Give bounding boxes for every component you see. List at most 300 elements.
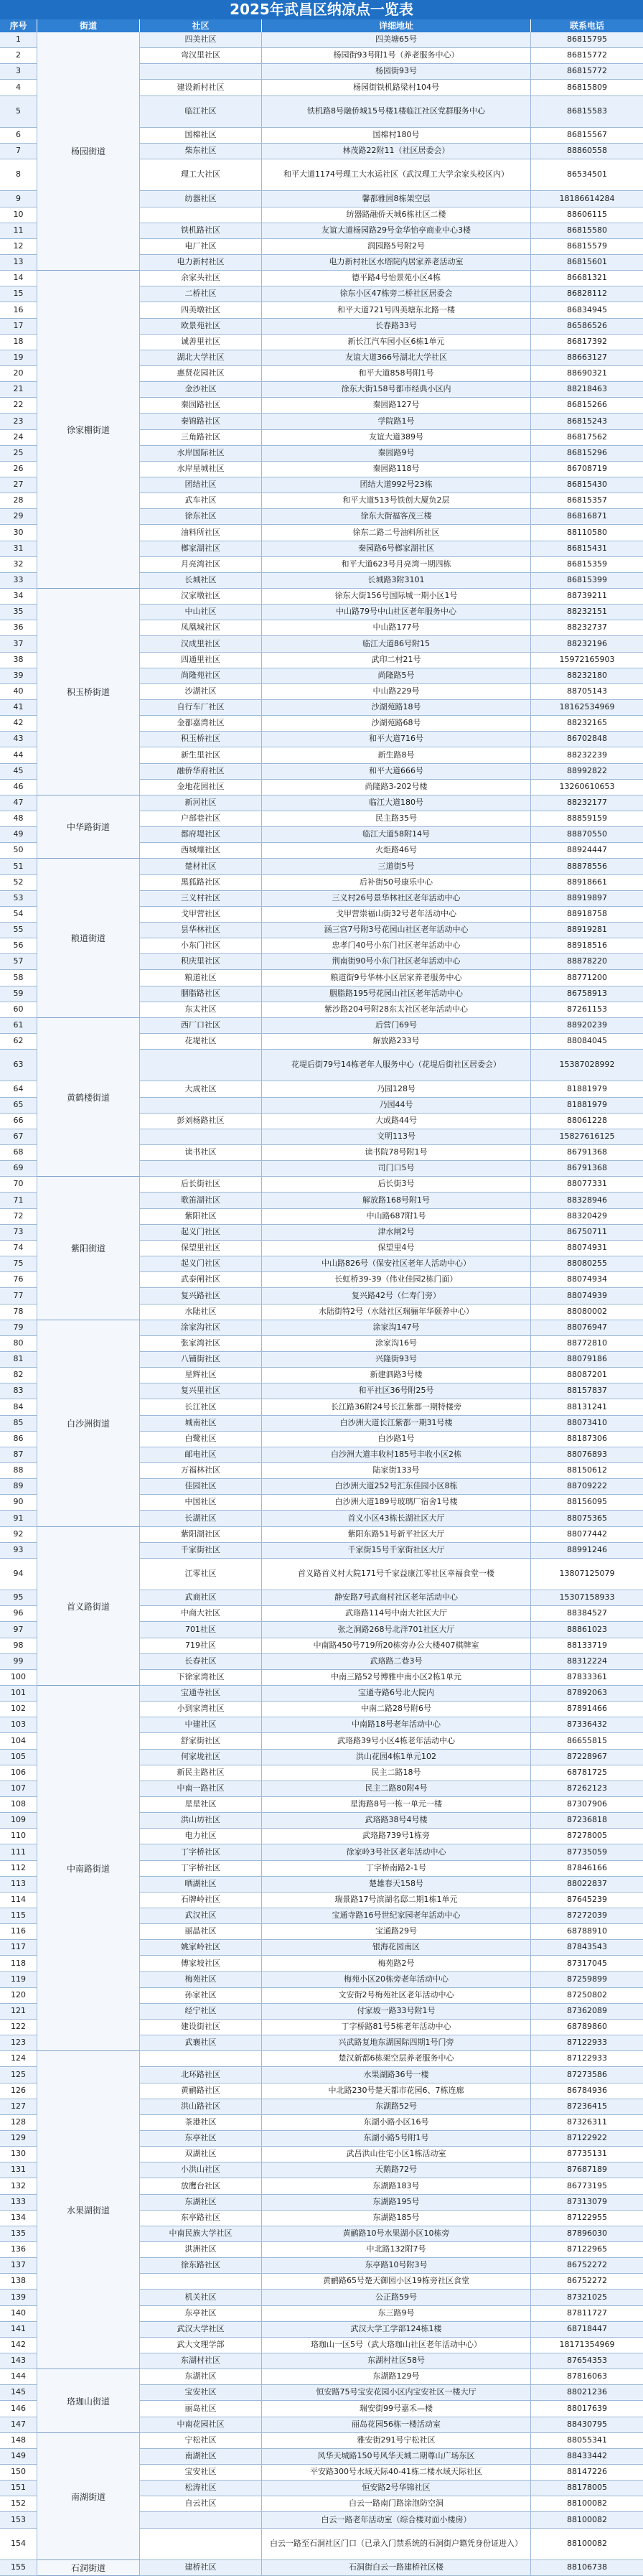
row-seq: 106 — [0, 1765, 37, 1781]
row-address: 胭脂路195号花园山社区老年活动中心 — [262, 986, 531, 1002]
row-community: 长春社区 — [140, 1654, 262, 1669]
row-community: 小东门社区 — [140, 938, 262, 953]
row-phone: 86815579 — [567, 241, 607, 251]
street-cell: 中华路街道 — [37, 795, 140, 859]
row-community: 自云社区 — [140, 2496, 262, 2511]
row-phone: 88320429 — [567, 1211, 607, 1221]
row-seq: 155 — [0, 2560, 37, 2575]
row-seq: 100 — [0, 1670, 37, 1685]
row-seq: 92 — [0, 1527, 37, 1542]
row-community: 邮电社区 — [140, 1447, 262, 1462]
row-seq: 35 — [0, 605, 37, 620]
row-community: 武泰闸社区 — [140, 1272, 262, 1287]
row-phone: 86534501 — [567, 169, 607, 179]
row-community: 国棉社区 — [140, 128, 262, 143]
row-community: 万福林社区 — [140, 1463, 262, 1478]
row-address: 团结大道992号23栋 — [262, 477, 531, 493]
street-cell: 首义路街道 — [37, 1527, 140, 1686]
row-address: 兴隆街93号 — [262, 1352, 531, 1367]
row-community: 中南民族大学社区 — [140, 2226, 262, 2241]
row-seq: 119 — [0, 1972, 37, 1987]
row-phone: 86816871 — [567, 511, 607, 521]
row-phone: 87833361 — [567, 1672, 607, 1682]
row-community: 张家湾社区 — [140, 1336, 262, 1351]
row-address: 东湖路185号 — [262, 2211, 531, 2226]
row-phone: 86815567 — [567, 130, 607, 140]
row-seq: 90 — [0, 1495, 37, 1510]
row-phone: 87846166 — [567, 1863, 607, 1873]
row-address: 平安路300号水域天际40-41栋二楼水域天际社区 — [262, 2465, 531, 2480]
row-community: 水岸星城社区 — [140, 462, 262, 477]
row-address: 徐东小区47栋旁二桥社区居委会 — [262, 286, 531, 302]
row-address: 乃园44号 — [262, 1098, 531, 1113]
row-phone: 88100082 — [567, 2514, 607, 2524]
row-phone: 88021236 — [567, 2387, 607, 2397]
row-phone: 88918661 — [567, 877, 607, 887]
row-community: 东亭社区 — [140, 2131, 262, 2146]
row-address: 白沙路1号 — [262, 1432, 531, 1447]
row-community: 自行车厂社区 — [140, 700, 262, 715]
row-phone: 87687189 — [567, 2165, 607, 2175]
row-seq: 72 — [0, 1209, 37, 1224]
row-seq: 61 — [0, 1018, 37, 1033]
row-seq: 42 — [0, 716, 37, 731]
row-seq: 54 — [0, 907, 37, 922]
row-seq: 52 — [0, 875, 37, 890]
row-phone: 88992822 — [567, 766, 607, 776]
row-address: 三义村26号景华林社区老年活动中心 — [262, 891, 531, 906]
row-community: 弯汉里社区 — [140, 48, 262, 63]
row-community: 东太社区 — [140, 1002, 262, 1017]
row-seq: 126 — [0, 2083, 37, 2099]
row-address: 中南三路52号博雅中南小区2栋1单元 — [262, 1670, 531, 1685]
row-community: 洪山路社区 — [140, 2099, 262, 2114]
row-address: 和平大道666号 — [262, 764, 531, 779]
row-phone: 87122933 — [567, 2053, 607, 2063]
row-community: 都府堤社区 — [140, 827, 262, 842]
row-seq: 6 — [0, 128, 37, 143]
row-phone: 13260610653 — [559, 782, 615, 792]
row-address: 武昌洪山住宅小区1栋活动室 — [262, 2147, 531, 2162]
row-address: 中南路450号719所20栋旁办公大楼407棋牌室 — [262, 1638, 531, 1653]
row-address: 临江大道180号 — [262, 795, 531, 811]
row-address: 梅苑路2号 — [262, 1956, 531, 1971]
row-address: 新建泗路3号楼 — [262, 1368, 531, 1383]
row-seq: 120 — [0, 1988, 37, 2003]
row-phone: 88739211 — [567, 591, 607, 601]
row-seq: 125 — [0, 2067, 37, 2083]
row-address: 兴武路复地东湖国际四期1号门旁 — [262, 2035, 531, 2050]
header-seq: 序号 — [0, 19, 37, 32]
row-community: 丽晶社区 — [140, 1924, 262, 1939]
street-cell: 水果湖街道 — [37, 2051, 140, 2369]
row-address: 星海路8号一栋一单元一楼 — [262, 1797, 531, 1812]
row-phone: 86752272 — [567, 2260, 607, 2270]
row-phone: 68788910 — [567, 1926, 607, 1936]
row-address: 和平大道716号 — [262, 732, 531, 747]
row-phone: 87261153 — [567, 1004, 607, 1014]
row-phone: 86815431 — [567, 543, 607, 554]
row-seq: 31 — [0, 541, 37, 556]
row-phone: 88919897 — [567, 893, 607, 903]
row-address: 武珞路114号中南大社区大厅 — [262, 1606, 531, 1621]
row-phone: 88110580 — [567, 527, 607, 537]
row-address: 宝通寺路16号世纪家园老年活动中心 — [262, 1908, 531, 1923]
row-address: 杨园街铁机路梁村104号 — [262, 80, 531, 95]
row-community: 黄鹂路社区 — [140, 2083, 262, 2099]
row-community: 水岸国际社区 — [140, 446, 262, 461]
row-address: 秦园路127号 — [262, 398, 531, 413]
row-phone: 87321025 — [567, 2292, 607, 2302]
row-phone: 88080002 — [567, 1307, 607, 1317]
row-seq: 76 — [0, 1272, 37, 1287]
row-address: 丁字桥南路2-1号 — [262, 1861, 531, 1876]
row-phone: 86834945 — [567, 304, 607, 314]
row-phone: 88312224 — [567, 1656, 607, 1666]
row-address: 友谊大道杨园路29号金华怡亭商业中心3楼 — [262, 223, 531, 238]
row-address: 武珞路二巷3号 — [262, 1654, 531, 1669]
row-seq: 4 — [0, 80, 37, 95]
row-community: 彭刘杨路社区 — [140, 1114, 262, 1129]
row-seq: 135 — [0, 2226, 37, 2241]
row-address: 梅苑小区20栋旁老年活动中心 — [262, 1972, 531, 1987]
row-community — [140, 207, 262, 223]
street-cell: 杨园街道 — [37, 32, 140, 271]
row-seq: 60 — [0, 1002, 37, 1017]
row-seq: 63 — [0, 1050, 37, 1081]
row-phone: 86655815 — [567, 1735, 607, 1745]
row-seq: 28 — [0, 493, 37, 508]
row-community: 昙华林社区 — [140, 923, 262, 938]
row-seq: 122 — [0, 2020, 37, 2035]
row-phone: 88690321 — [567, 368, 607, 378]
row-phone: 88328946 — [567, 1195, 607, 1205]
row-community — [140, 1050, 262, 1081]
row-community: 东亭社区 — [140, 2306, 262, 2321]
row-phone: 88187306 — [567, 1434, 607, 1444]
row-phone: 88663127 — [567, 353, 607, 363]
row-community: 701社区 — [140, 1622, 262, 1638]
row-address: 东亭路10号附3号 — [262, 2258, 531, 2273]
row-community: 建桥社区 — [140, 2560, 262, 2575]
row-phone: 88430795 — [567, 2419, 607, 2430]
row-seq: 131 — [0, 2162, 37, 2178]
row-seq: 20 — [0, 366, 37, 381]
row-seq: 77 — [0, 1288, 37, 1304]
street-cell: 南湖街道 — [37, 2433, 140, 2560]
row-address: 粮道街9号华林小区居家养老服务中心 — [262, 970, 531, 986]
row-community: 宁松社区 — [140, 2433, 262, 2448]
row-address: 杨园街93号 — [262, 64, 531, 79]
row-address: 涂家沟16号 — [262, 1336, 531, 1351]
row-community: 中南花园社区 — [140, 2417, 262, 2432]
row-phone: 88878220 — [567, 956, 607, 966]
row-seq: 66 — [0, 1114, 37, 1129]
row-phone: 88156095 — [567, 1497, 607, 1507]
row-seq: 141 — [0, 2322, 37, 2337]
row-phone: 86815357 — [567, 495, 607, 505]
row-seq: 104 — [0, 1733, 37, 1749]
row-address: 保望里4号 — [262, 1241, 531, 1256]
row-address: 风华天城路150号风华天城二期尊山广场东区 — [262, 2449, 531, 2464]
row-seq: 143 — [0, 2353, 37, 2369]
row-phone: 87273586 — [567, 2069, 607, 2079]
row-seq: 133 — [0, 2195, 37, 2210]
row-phone: 88870550 — [567, 829, 607, 839]
row-phone: 87250802 — [567, 1990, 607, 2000]
row-address: 司门口5号 — [262, 1161, 531, 1176]
row-address: 沙湖苑路68号 — [262, 716, 531, 731]
row-address: 白沙洲大道252号汇东佳园小区8栋 — [262, 1479, 531, 1494]
row-phone: 87811727 — [567, 2308, 607, 2318]
sheet-title: 2025年武昌区纳凉点一览表 — [0, 0, 643, 19]
row-seq: 27 — [0, 477, 37, 493]
row-address: 荆南街90号小东门社区老年活动中心 — [262, 954, 531, 969]
row-community: 中商大社区 — [140, 1606, 262, 1621]
row-address: 水陆街特2号（水陆社区瑞骊年华颐养中心） — [262, 1305, 531, 1320]
row-seq: 55 — [0, 923, 37, 938]
row-community: 后长街社区 — [140, 1177, 262, 1192]
row-seq: 138 — [0, 2274, 37, 2289]
row-phone: 15307158933 — [559, 1592, 615, 1602]
row-community — [140, 2512, 262, 2528]
row-address: 白沙洲大道189号玻璃厂宿舍1号楼 — [262, 1495, 531, 1510]
row-seq: 114 — [0, 1893, 37, 1908]
row-address: 武珞路38号4号楼 — [262, 1813, 531, 1828]
row-phone: 87259899 — [567, 1974, 607, 1984]
row-phone: 15387028992 — [559, 1060, 615, 1070]
row-seq: 65 — [0, 1098, 37, 1113]
row-phone: 87317045 — [567, 1958, 607, 1968]
row-seq: 101 — [0, 1686, 37, 1701]
row-address: 瑞安街99号嘉禾—楼 — [262, 2401, 531, 2417]
street-cell: 白沙洲街道 — [37, 1320, 140, 1527]
row-seq: 19 — [0, 350, 37, 365]
row-community: 四通里社区 — [140, 653, 262, 668]
row-address: 文明113号 — [262, 1129, 531, 1144]
row-community: 小到家湾社区 — [140, 1702, 262, 1717]
row-phone: 86750711 — [567, 1227, 607, 1237]
row-phone: 88157837 — [567, 1386, 607, 1396]
row-community: 诚善里社区 — [140, 335, 262, 350]
row-seq: 23 — [0, 414, 37, 429]
row-address: 复兴路42号（仁寿门旁） — [262, 1288, 531, 1304]
row-community — [140, 2051, 262, 2066]
row-seq: 70 — [0, 1177, 37, 1192]
row-address: 中山路687附1号 — [262, 1209, 531, 1224]
row-community: 武襄社区 — [140, 2035, 262, 2050]
row-seq: 128 — [0, 2115, 37, 2130]
row-phone: 15972165903 — [559, 655, 615, 665]
row-seq: 142 — [0, 2338, 37, 2353]
row-phone: 88076947 — [567, 1322, 607, 1333]
row-seq: 154 — [0, 2529, 37, 2559]
row-community — [140, 1161, 262, 1176]
row-seq: 29 — [0, 509, 37, 524]
row-phone: 88055341 — [567, 2435, 607, 2445]
row-address: 付家坡一路33号附1号 — [262, 2004, 531, 2019]
header-community: 社区 — [140, 19, 262, 32]
row-community: 涂家沟社区 — [140, 1320, 262, 1335]
row-seq: 108 — [0, 1797, 37, 1812]
row-phone: 88771200 — [567, 972, 607, 982]
row-seq: 46 — [0, 780, 37, 795]
row-community: 武商社区 — [140, 1590, 262, 1605]
row-phone: 87891466 — [567, 1704, 607, 1714]
row-address: 中南路18号老年活动中心 — [262, 1717, 531, 1732]
row-phone: 87122933 — [567, 2038, 607, 2048]
row-community: 中南一路社区 — [140, 1781, 262, 1796]
row-address: 解放路233号 — [262, 1034, 531, 1049]
row-community: 长城社区 — [140, 573, 262, 588]
row-address: 秦园路118号 — [262, 462, 531, 477]
row-address: 电力新村社区水塔院内居家养老活动室 — [262, 255, 531, 270]
row-address: 新生路8号 — [262, 747, 531, 763]
row-community: 月亮湾社区 — [140, 557, 262, 572]
row-phone: 88709222 — [567, 1481, 607, 1491]
row-seq: 24 — [0, 430, 37, 445]
row-seq: 149 — [0, 2449, 37, 2464]
row-community: 融侨华府社区 — [140, 764, 262, 779]
row-address: 千家街15号千家街社区大厅 — [262, 1543, 531, 1558]
row-phone: 86586526 — [567, 321, 607, 331]
row-community — [140, 1098, 262, 1113]
row-community: 余家头社区 — [140, 271, 262, 286]
header-street: 街道 — [37, 19, 140, 32]
row-address: 后补街50号康乐中心 — [262, 875, 531, 890]
row-seq: 146 — [0, 2401, 37, 2417]
row-phone: 81881979 — [567, 1083, 607, 1093]
row-address: 中南二路28号附6号 — [262, 1702, 531, 1717]
row-phone: 88076893 — [567, 1450, 607, 1460]
row-community: 白鹭社区 — [140, 1432, 262, 1447]
row-address: 陆家街133号 — [262, 1463, 531, 1478]
row-phone: 87122955 — [567, 2213, 607, 2223]
row-address: 长春路33号 — [262, 319, 531, 334]
row-community: 凤凰城社区 — [140, 620, 262, 635]
row-community: 起义门社区 — [140, 1256, 262, 1271]
row-phone: 88232737 — [567, 622, 607, 633]
row-phone: 87307906 — [567, 1799, 607, 1809]
row-community: 丁字桥社区 — [140, 1844, 262, 1860]
row-phone: 88878556 — [567, 861, 607, 871]
row-address: 新长江汽车园小区6栋1单元 — [262, 335, 531, 350]
row-phone: 88772810 — [567, 1338, 607, 1348]
row-address: 武珞路39号小区4栋老年活动中心 — [262, 1733, 531, 1749]
row-address: 和平大道513号铁创大厦负2层 — [262, 493, 531, 508]
row-community: 丁字桥社区 — [140, 1861, 262, 1876]
row-seq: 98 — [0, 1638, 37, 1653]
row-seq: 34 — [0, 589, 37, 604]
row-community: 千家街社区 — [140, 1543, 262, 1558]
row-address: 中山路229号 — [262, 684, 531, 699]
row-seq: 5 — [0, 96, 37, 127]
row-community: 铁机路社区 — [140, 223, 262, 238]
row-phone: 88384527 — [567, 1608, 607, 1618]
row-address: 宝通寺路6号北大院内 — [262, 1686, 531, 1701]
row-phone: 87336432 — [567, 1719, 607, 1730]
row-seq: 88 — [0, 1463, 37, 1478]
row-address: 后营门69号 — [262, 1018, 531, 1033]
row-community: 欧景苑社区 — [140, 319, 262, 334]
row-community: 积庆里社区 — [140, 954, 262, 969]
row-phone: 88147226 — [567, 2467, 607, 2477]
row-community: 719社区 — [140, 1638, 262, 1653]
row-seq: 140 — [0, 2306, 37, 2321]
row-address: 恒安路2号华锦社区 — [262, 2481, 531, 2496]
row-address: 徐东大街福客茂三楼 — [262, 509, 531, 524]
row-seq: 81 — [0, 1352, 37, 1367]
row-phone: 88178005 — [567, 2483, 607, 2493]
row-community: 歌笛湖社区 — [140, 1193, 262, 1208]
row-phone: 86815809 — [567, 82, 607, 92]
row-address: 后长街3号 — [262, 1177, 531, 1192]
row-community: 松涛社区 — [140, 2481, 262, 2496]
row-address: 中北路230号楚天都市花园6、7栋连廊 — [262, 2083, 531, 2099]
row-community: 东湖社区 — [140, 2369, 262, 2384]
row-seq: 51 — [0, 859, 37, 874]
row-phone: 88232239 — [567, 750, 607, 760]
row-seq: 103 — [0, 1717, 37, 1732]
row-phone: 18171354969 — [559, 2340, 615, 2350]
row-seq: 111 — [0, 1844, 37, 1860]
row-phone: 81881979 — [567, 1100, 607, 1110]
row-seq: 2 — [0, 48, 37, 63]
row-phone: 88232180 — [567, 671, 607, 681]
row-community: 武汉社区 — [140, 1908, 262, 1923]
row-phone: 86815243 — [567, 416, 607, 426]
row-phone: 88074939 — [567, 1290, 607, 1300]
row-phone: 88061228 — [567, 1116, 607, 1126]
row-community: 戈甲营社区 — [140, 907, 262, 922]
row-seq: 130 — [0, 2147, 37, 2162]
row-community: 下徐家湾社区 — [140, 1670, 262, 1685]
row-phone: 88860558 — [567, 146, 607, 156]
row-address: 东三路9号 — [262, 2306, 531, 2321]
row-phone: 86817392 — [567, 337, 607, 347]
row-phone: 86815399 — [567, 575, 607, 585]
row-phone: 86708719 — [567, 464, 607, 474]
row-address: 尚隆路3-202号楼 — [262, 780, 531, 795]
row-address: 涵三宫7号附3号花园山社区老年活动中心 — [262, 923, 531, 938]
row-seq: 97 — [0, 1622, 37, 1638]
row-seq: 153 — [0, 2512, 37, 2528]
row-address: 铁机路8号融侨城15号楼1楼临江社区党群服务中心 — [262, 96, 531, 127]
row-seq: 10 — [0, 207, 37, 223]
row-seq: 113 — [0, 1877, 37, 1892]
row-address: 秦园路9号 — [262, 446, 531, 461]
row-community: 金地花园社区 — [140, 780, 262, 795]
row-address: 天鹅路72号 — [262, 2162, 531, 2178]
row-seq: 136 — [0, 2242, 37, 2257]
row-address: 徐东大街156号国际城一期小区1号 — [262, 589, 531, 604]
row-community: 金沙社区 — [140, 382, 262, 397]
row-address: 友谊大道389号 — [262, 430, 531, 445]
row-community: 四美墩社区 — [140, 302, 262, 318]
row-address: 东湖路52号 — [262, 2099, 531, 2114]
row-address: 紫沙路204号附28东太社区老年活动中心 — [262, 1002, 531, 1017]
row-community: 八铺街社区 — [140, 1352, 262, 1367]
row-address: 沙湖苑路18号 — [262, 700, 531, 715]
row-address: 民主二路80附4号 — [262, 1781, 531, 1796]
row-seq: 91 — [0, 1511, 37, 1526]
row-phone: 87735131 — [567, 2149, 607, 2159]
row-seq: 129 — [0, 2131, 37, 2146]
row-seq: 89 — [0, 1479, 37, 1494]
row-community: 双湖社区 — [140, 2147, 262, 2162]
row-community: 新河社区 — [140, 795, 262, 811]
row-community: 电力新村社区 — [140, 255, 262, 270]
